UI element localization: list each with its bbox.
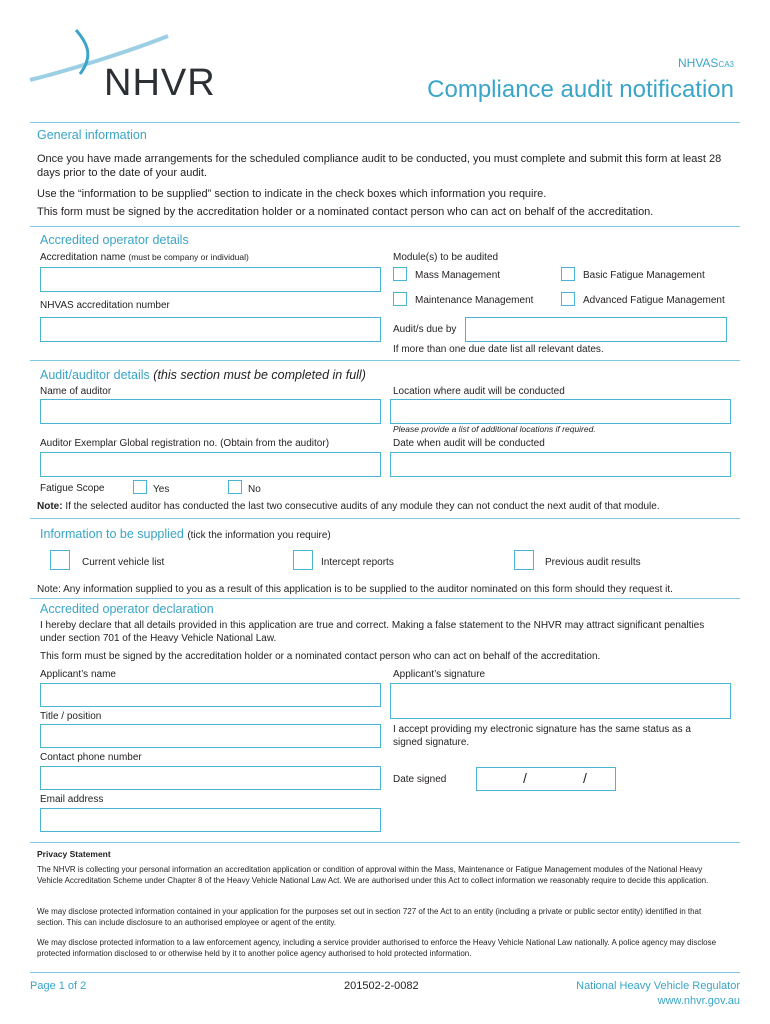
exemplar-field[interactable] [40,452,381,477]
email-label: Email address [40,794,104,805]
divider [30,598,740,599]
module-advanced-fatigue-label: Advanced Fatigue Management [583,295,725,306]
fatigue-scope-yes-checkbox[interactable] [133,480,147,494]
section-heading-info [40,527,331,541]
website-link[interactable]: www.nhvr.gov.au [657,995,740,1007]
declaration-paragraph-1: I hereby declare that all details provided in this application are true and correct. Making a false statement to the NHVR may attract significant penalties under section 701 of the Heavy Vehicle National Law. [40,620,705,644]
auditor-note [37,500,660,513]
form-code [678,56,734,70]
general-paragraph-2: Use the “information to be supplied” section to indicate in the check boxes which information you require. [37,188,547,200]
contact-phone-label: Contact phone number [40,752,142,763]
module-mass-label: Mass Management [415,270,501,281]
auditor-heading-text: Audit/auditor details [40,368,150,382]
divider [30,122,740,123]
audit-date-field[interactable] [390,452,731,477]
accreditation-name-field[interactable] [40,267,381,292]
module-basic-fatigue-checkbox[interactable] [561,267,575,281]
applicant-name-label: Applicant’s name [40,669,116,680]
esign-note: I accept providing my electronic signature has the same status as a signed signature. [393,724,691,748]
location-field[interactable] [390,399,731,424]
intercept-reports-checkbox[interactable] [293,550,313,570]
applicant-signature-field[interactable] [390,683,731,719]
module-basic-fatigue-label: Basic Fatigue Management [583,270,705,281]
privacy-heading: Privacy Statement [37,849,111,859]
location-note: Please provide a list of additional locations if required. [393,424,596,434]
privacy-paragraph-1: The NHVR is collecting your personal information an accreditation application or condition of approval within the Mass, Maintenance or Fatigue Management modules of the National Heavy Vehicle Accreditation Scheme under Chapter 8 of the Heavy Vehicle National Law Act. We are authorised under this Act to collect information we reasonably require to decide this application. [37,865,709,885]
title-position-label: Title / position [40,711,102,722]
fatigue-scope-yes-label: Yes [153,484,170,495]
logo [28,28,228,104]
accreditation-number-label: NHVAS accreditation number [40,300,170,311]
module-maintenance-label: Maintenance Management [415,295,534,306]
due-note: If more than one due date list all relevant dates. [393,344,604,355]
module-advanced-fatigue-checkbox[interactable] [561,292,575,306]
page-title: Compliance audit notification [427,76,734,103]
privacy-paragraph-2: We may disclose protected information contained in your application for the purposes set out in section 727 of the Act to an entity (including a private or public sector entity) identified in that section. This can include disclosure to an authorised employee or agent of the entity. [37,907,702,927]
intercept-reports-label: Intercept reports [321,557,394,568]
form-code-sub: CA3 [718,60,734,69]
divider [30,842,740,843]
current-vehicle-list-checkbox[interactable] [50,550,70,570]
accreditation-name-label [40,251,249,264]
section-heading-auditor [40,368,366,382]
fatigue-scope-no-checkbox[interactable] [228,480,242,494]
auditor-name-label: Name of auditor [40,386,112,397]
declaration-paragraph-2: This form must be signed by the accreditation holder or a nominated contact person who can act on behalf of the accreditation. [40,651,601,662]
due-by-label: Audit/s due by [393,324,457,335]
accreditation-name-label-text: Accreditation name [40,252,126,263]
applicant-signature-label: Applicant’s signature [393,669,486,680]
section-heading-operator: Accredited operator details [40,233,189,247]
info-heading-note: (tick the information you require) [187,530,331,541]
modules-label: Module(s) to be audited [393,252,499,263]
info-note: Note: Any information supplied to you as a result of this application is to be supplied to the auditor nominated on this form should they request it. [37,584,673,595]
applicant-name-field[interactable] [40,683,381,707]
previous-audit-results-label: Previous audit results [545,557,641,568]
general-paragraph-3: This form must be signed by the accreditation holder or a nominated contact person who can act on behalf of the accreditation. [37,206,654,218]
audit-date-label: Date when audit will be conducted [393,438,545,449]
location-label: Location where audit will be conducted [393,386,565,397]
divider [30,518,740,519]
date-separator: / [523,770,527,786]
divider [30,226,740,227]
section-heading-general: General information [37,128,147,142]
auditor-note-bold: Note: [37,501,63,512]
privacy-paragraph-3: We may disclose protected information to a law enforcement agency, including a service provider authorised to enforce the Heavy Vehicle National Law nationally. A police agency may disclose protected information disclosed to or otherwise held by it to another police agency authorised to hold protected information. [37,938,717,958]
page-number: Page 1 of 2 [30,980,87,992]
due-by-field[interactable] [465,317,727,342]
section-heading-declaration: Accredited operator declaration [40,602,214,616]
info-heading-text: Information to be supplied [40,527,184,541]
current-vehicle-list-label: Current vehicle list [82,557,165,568]
accreditation-name-hint: (must be company or individual) [128,252,249,262]
exemplar-label: Auditor Exemplar Global registration no. (Obtain from the auditor) [40,438,330,449]
logo-text: NHVR [104,62,216,104]
fatigue-scope-no-label: No [248,484,261,495]
previous-audit-results-checkbox[interactable] [514,550,534,570]
date-signed-field[interactable] [476,767,616,791]
module-maintenance-checkbox[interactable] [393,292,407,306]
module-mass-checkbox[interactable] [393,267,407,281]
divider [30,972,740,973]
auditor-name-field[interactable] [40,399,381,424]
general-paragraph-1: Once you have made arrangements for the scheduled compliance audit to be conducted, you must complete and submit this form at least 28 days prior to the date of your audit. [37,153,722,179]
date-separator: / [583,770,587,786]
date-signed-label: Date signed [393,774,447,785]
organisation-name: National Heavy Vehicle Regulator [576,980,740,992]
divider [30,360,740,361]
contact-phone-field[interactable] [40,766,381,790]
form-code-main: NHVAS [677,56,719,70]
title-position-field[interactable] [40,724,381,748]
auditor-note-text: If the selected auditor has conducted the last two consecutive audits of any module they can not conduct the next audit of that module. [65,501,660,512]
accreditation-number-field[interactable] [40,317,381,342]
form-reference-code: 201502-2-0082 [344,980,419,992]
fatigue-scope-label: Fatigue Scope [40,483,105,494]
email-field[interactable] [40,808,381,832]
auditor-heading-note: (this section must be completed in full) [153,368,366,382]
